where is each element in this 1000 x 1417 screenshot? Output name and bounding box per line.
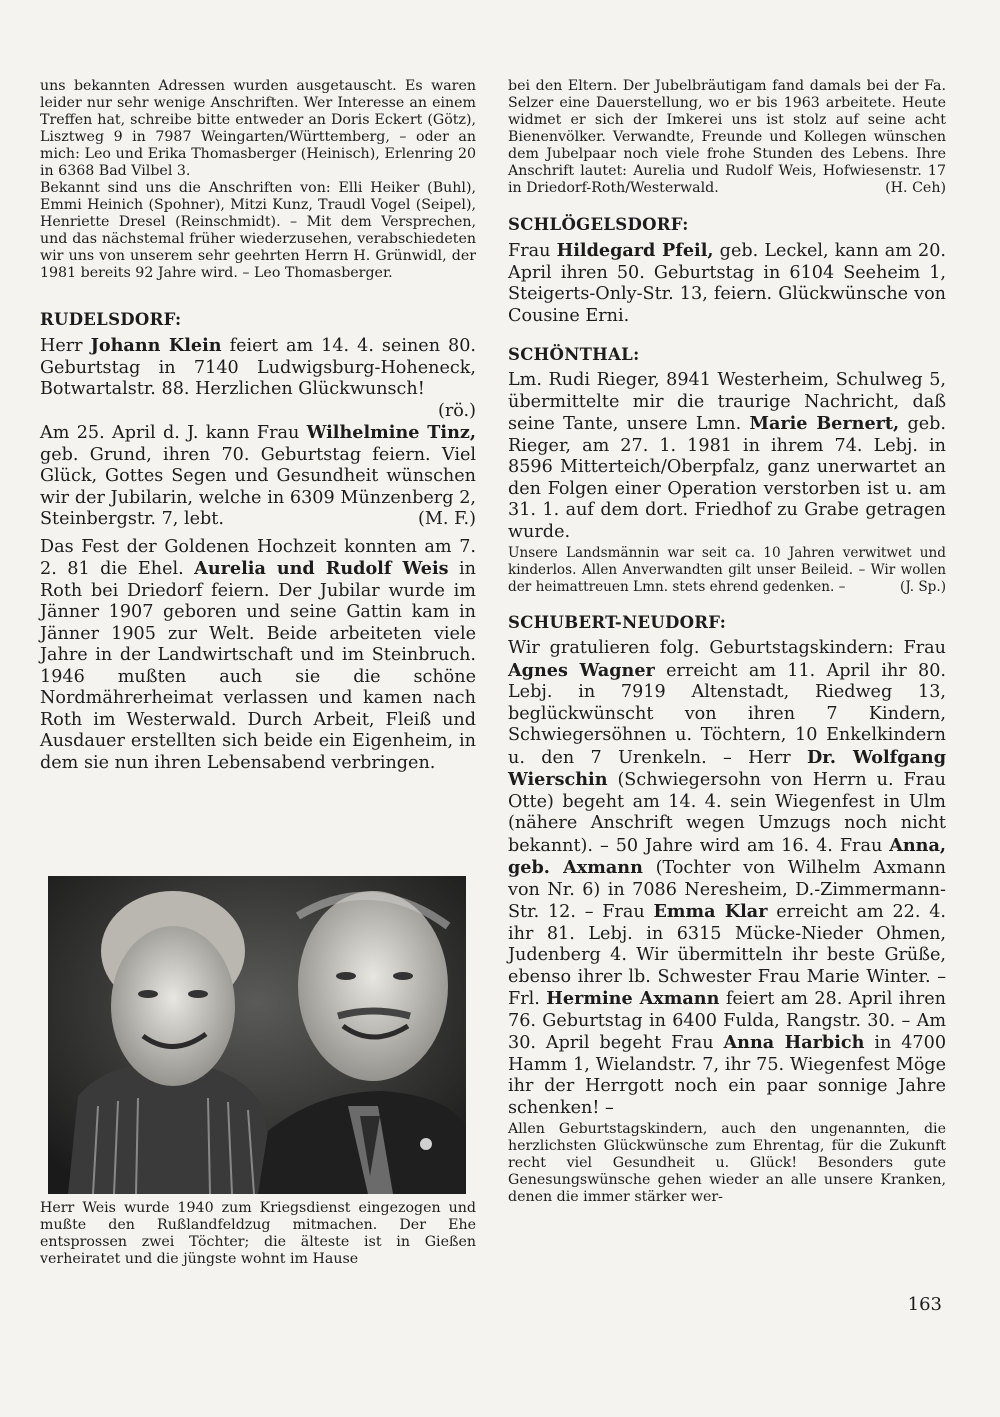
signature-jsp: (J. Sp.) [900,578,946,595]
page-number: 163 [907,1294,942,1315]
rudelsdorf-entry-1: Herr Johann Klein feiert am 14. 4. seinen 80. Geburtstag in 7140 Ludwigsburg-Hoheneck, Botwartalstr. 88. Herzlichen Glückwunsch! [40,335,477,399]
right-column [508,78,946,1206]
intro-paragraph-2: Bekannt sind uns die Anschriften von: Elli Heiker (Buhl), Emmi Heinich (Spohner), Mitzi Kunz, Traudl Vogel (Seipel), Henriette Dresel (Reinschmidt). – Mit dem Versprechen, und das nächstemal früher wiederzusehen, verabschiedeten wir uns von unserem sehr geehrten Herrn H. Grünwidl, der 1981 bereits 92 Jahre wird. – Leo Thomasberger. [40,180,476,281]
photo-caption: Herr Weis wurde 1940 zum Kriegsdienst eingezogen und mußte den Rußlandfeldzug mitmachen. Der Ehe entsprossen zwei Töchter; die älteste ist in Gießen verheiratet und die jüngste wohnt im Hause [40,1200,476,1267]
schoenthal-note: Unsere Landsmännin war seit ca. 10 Jahren verwitwet und kinderlos. Allen Anverwandten gilt unser Beileid. – Wir wollen der heimattreuen Lmn. stets ehrend gedenken. – (J. Sp.) [508,545,946,595]
couple-photo-image [48,876,466,1194]
weis-continuation: bei den Eltern. Der Jubelbräutigam fand damals bei der Fa. Selzer eine Dauerstellung, wo er bis 1963 arbeitete. Heute widmet er sich der Imkerei uns ist stolz auf seine acht Bienenvölker. Verwandte, Freunde und Kollegen wünschen dem Jubelpaar noch viele frohe Stunden des Lebens. Ihre Anschrift lautet: Aurelia und Rudolf Weis, Hofwiesenstr. 17 in Driedorf-Roth/Westerwald. (H. Ceh) [508,78,946,196]
schubert-neudorf-entry: Wir gratulieren folg. Geburtstagskindern: Frau Agnes Wagner erreicht am 11. April ihr 80. Lebj. in 7919 Altenstadt, Riedweg 13, beglückwünscht von ihren 7 Kindern, Schwiegersöhnen u. Töchtern, 10 Enkelkindern u. den 7 Urenkeln. – Herr Dr. Wolfgang Wierschin (Schwiegersohn von Herrn u. Frau Otte) begeht am 14. 4. sein Wiegenfest in Ulm (nähere Anschrift wegen Umzugs noch nicht bekannt). – 50 Jahre wird am 16. 4. Frau Anna, geb. Axmann (Tochter von Wilhelm Axmann von Nr. 6) in 7086 Neresheim, D.-Zimmermann-Str. 12. – Frau Emma Klar erreicht am 22. 4. ihr 81. Lebj. in 6315 Mücke-Nieder Ohmen, Judenberg 4. Wir übermitteln ihr beste Grüße, ebenso ihrer lb. Schwester Frau Marie Winter. – Frl. Hermine Axmann feiert am 28. April ihren 76. Geburtstag in 6400 Fulda, Rangstr. 30. – Am 30. April begeht Frau Anna Harbich in 4700 Hamm 1, Wielandstr. 7, ihr 75. Wiegenfest Möge ihr der Herrgott noch ein paar sonnige Jahre schenken! – [508,638,947,1118]
left-column [40,78,476,774]
intro-paragraph: uns bekannten Adressen wurden ausgetauscht. Es waren leider nur sehr wenige Anschriften. Wer Interesse an einem Treffen hat, schreibe bitte entweder an Doris Eckert (Götz), Lisztweg 9 in 7987 Weingarten/Württemberg, – oder an mich: Leo und Erika Thomasberger (Heinisch), Erlenring 20 in 6368 Bad Vilbel 3. [40,78,476,179]
signature-mf: (M. F.) [418,509,476,529]
signature-ceh: (H. Ceh) [885,180,946,196]
couple-photo [48,876,466,1194]
rudelsdorf-entry-3: Das Fest der Goldenen Hochzeit konnten am 7. 2. 81 die Ehel. Aurelia und Rudolf Weis in Roth bei Driedorf feiern. Der Jubilar wurde im Jänner 1907 geboren und seine Gattin kam in Jänner 1905 zur Welt. Beide arbeiteten viele Jahre in der Landwirtschaft und im Steinbruch. 1946 mußten auch sie die schöne Nordmährerheimat verlassen und kamen nach Roth im Westerwald. Durch Arbeit, Fleiß und Ausdauer erstellten sich beide ein Eigenheim, in dem sie nun ihren Lebensabend verbringen. [40,536,476,773]
heading-schloegelsdorf: SCHLÖGELSDORF: [508,215,689,234]
heading-schubert-neudorf: SCHUBERT-NEUDORF: [508,613,727,633]
heading-rudelsdorf: RUDELSDORF: [40,310,182,329]
signature-roe: (rö.) [437,400,476,421]
schoenthal-entry: Lm. Rudi Rieger, 8941 Westerheim, Schulweg 5, übermittelte mir die traurige Nachricht, daß seine Tante, unsere Lmn. Marie Bernert, geb. Rieger, am 27. 1. 1981 in ihrem 74. Lebj. in 8596 Mitterteich/Oberpfalz, ganz unerwartet an den Folgen einer Operation verstorben ist u. am 31. 1. auf dem dort. Friedhof zu Grabe getragen wurde. [508,370,946,542]
heading-schoenthal: SCHÖNTHAL: [508,345,640,364]
closing-paragraph: Allen Geburtstagskindern, auch den ungenannten, die herzlichsten Glückwünsche zum Ehrentag, für die Zukunft recht viel Gesundheit u. Glück! Besonders gute Genesungswünsche gehen wieder an alle unsere Kranken, denen die immer stärker wer- [508,1121,946,1206]
rudelsdorf-entry-2: Am 25. April d. J. kann Frau Wilhelmine Tinz, geb. Grund, ihren 70. Geburtstag feiern. Viel Glück, Gottes Segen und Gesundheit wünschen wir der Jubilarin, welche in 6309 Münzenberg 2, Steinbergstr. 7, lebt. (M. F.) [40,422,476,529]
schloegelsdorf-entry: Frau Hildegard Pfeil, geb. Leckel, kann am 20. April ihren 50. Geburtstag in 6104 Seeheim 1, Steigerts-Only-Str. 13, feiern. Glückwünsche von Cousine Erni. [508,240,947,326]
